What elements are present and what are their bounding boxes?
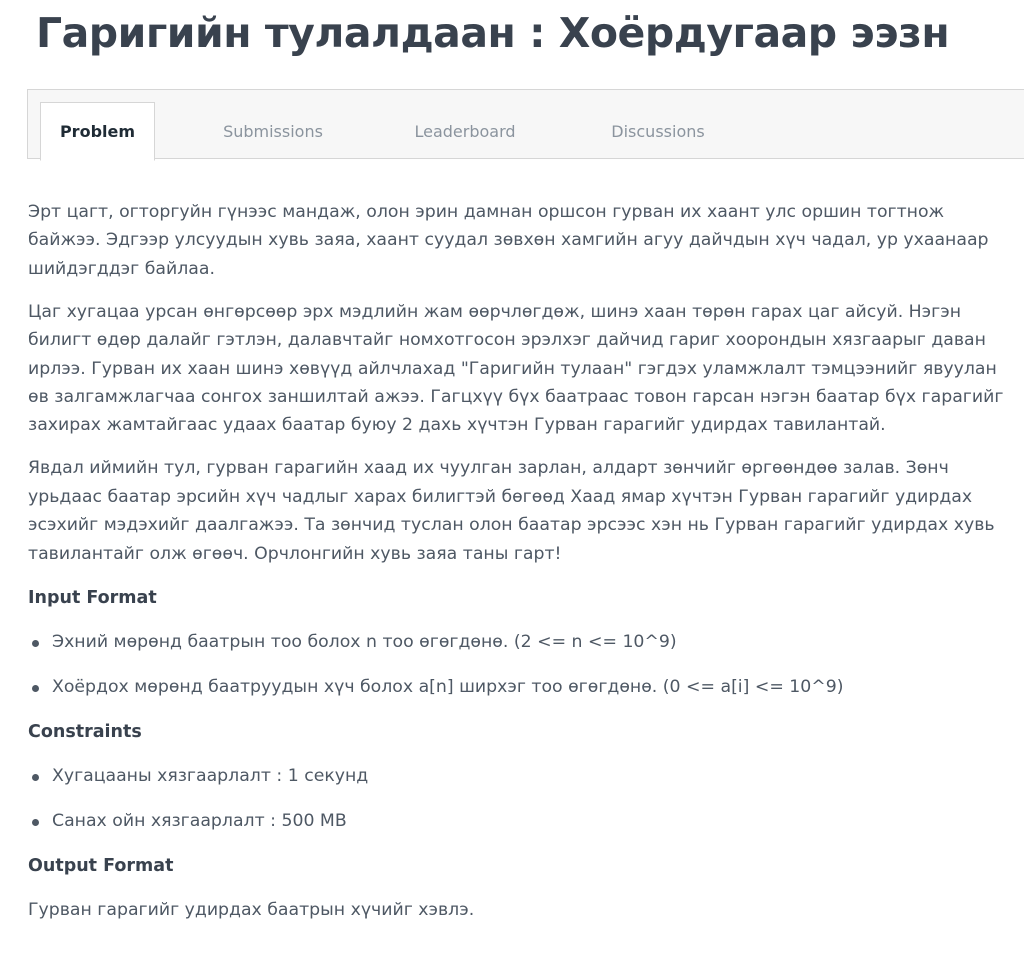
list-item: Санах ойн хязгаарлалт : 500 MB (28, 807, 1018, 835)
tab-submissions[interactable]: Submissions (223, 121, 323, 141)
tab-problem[interactable]: Problem (40, 102, 155, 161)
page-title: Гаригийн тулалдаан : Хоёрдугаар ээзн (36, 9, 950, 57)
list-item: Хоёрдох мөрөнд баатруудын хүч болох a[n] ширхэг тоо өгөгдөнө. (0 <= a[i] <= 10^9) (28, 673, 1018, 701)
list-item: Хугацааны хязгаарлалт : 1 секунд (28, 762, 1018, 790)
constraints-list (28, 762, 1018, 835)
output-format-heading: Output Format (28, 856, 174, 877)
output-format-text: Гурван гарагийг удирдах баатрын хүчийг хэвлэ. (28, 900, 475, 921)
tab-bar (27, 89, 1024, 159)
tab-discussions[interactable]: Discussions (611, 121, 705, 141)
constraints-heading: Constraints (28, 722, 142, 743)
tab-leaderboard[interactable]: Leaderboard (414, 121, 516, 141)
input-format-list (28, 628, 1018, 701)
list-item: Эхний мөрөнд баатрын тоо болох n тоо өгөгдөнө. (2 <= n <= 10^9) (28, 628, 1018, 656)
statement-paragraph: Цаг хугацаа урсан өнгөрсөөр эрх мэдлийн жам өөрчлөгдөж, шинэ хаан төрөн гарах цаг айсуй. Нэгэн билигт өдөр далайг гэтлэн, далавчтайг номхотгосон эрэлхэг дайчид гариг хоорондын хязгаарыг даван ирлээ. Гурван их хаан шинэ хөвүүд айлчлахад "Гаригийн тулаан" гэгдэх уламжлалт тэмцээнийг явуулан өв залгамжлагчаа сонгох заншилтай ажээ. Гагцхүү бүх баатраас товон гарсан нэгэн баатар бүх гарагийг захирах жамтайгаас удаах баатар буюу 2 дахь хүчтэн Гурван гарагийг удирдах тавилантай. (28, 301, 1004, 436)
input-format-heading: Input Format (28, 588, 157, 609)
problem-statement (28, 198, 1018, 939)
statement-paragraph: Эрт цагт, огторгуйн гүнээс мандаж, олон эрин дамнан оршсон гурван их хаант улс оршин тогтнож байжээ. Эдгээр улсуудын хувь заяа, хаант суудал зөвхөн хамгийн агуу дайчдын хүч чадал, ур ухаанаар шийдэгддэг байлаа. (28, 202, 989, 279)
statement-paragraph: Явдал иймийн тул, гурван гарагийн хаад их чуулган зарлан, алдарт зөнчийг өргөөндөө залав. Зөнч урьдаас баатар эрсийн хүч чадлыг харах билигтэй бөгөөд Хаад ямар хүчтэн Гурван гарагийг удирдах эсэхийг мэдэхийг даалгажээ. Та зөнчид туслан олон баатар эрсээс хэн нь Гурван гарагийг удирдах хувь тавилантайг олж өгөөч. Орчлонгийн хувь заяа таны гарт! (28, 458, 995, 564)
